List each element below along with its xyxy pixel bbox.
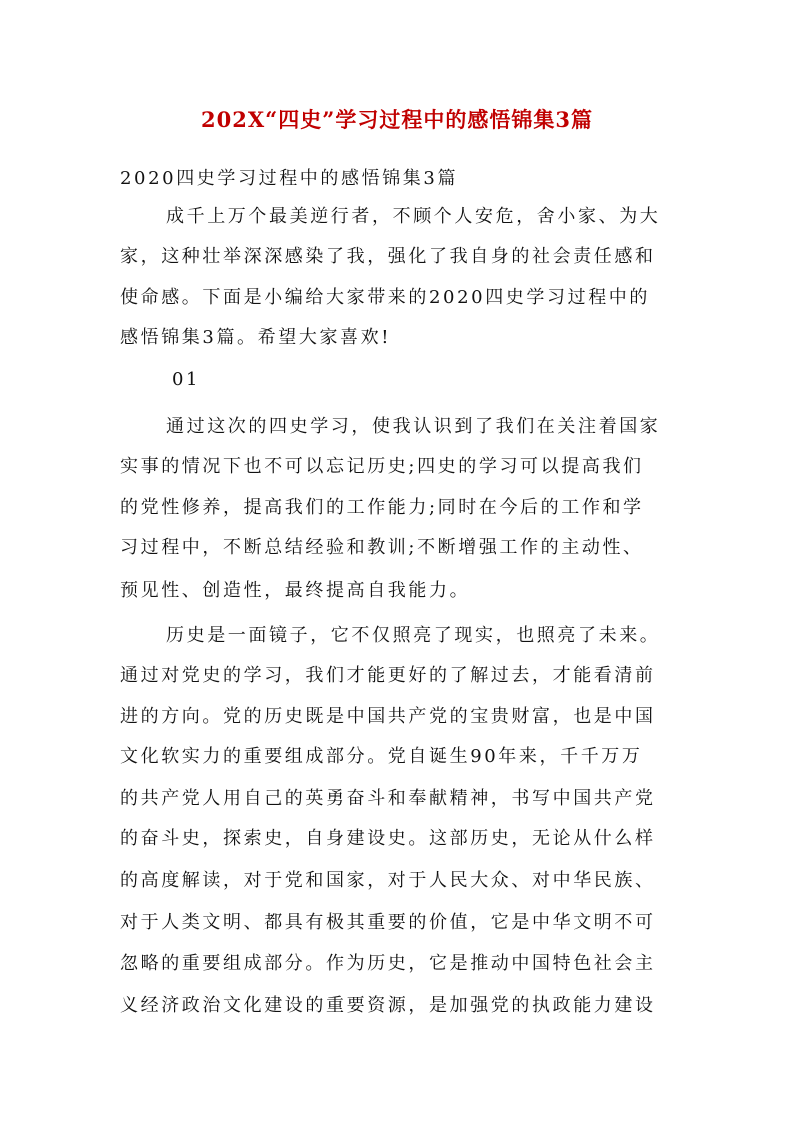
intro-line: 使命感。下面是小编给大家带来的2020四史学习过程中的 xyxy=(120,287,651,308)
paragraph-line: 文化软实力的重要组成部分。党自诞生90年来，千千万万 xyxy=(120,746,643,767)
paragraph-line: 实事的情况下也不可以忘记历史;四史的学习可以提高我们 xyxy=(120,456,644,477)
paragraph-line: 进的方向。党的历史既是中国共产党的宝贵财富，也是中国 xyxy=(120,706,656,727)
intro-line: 家，这种壮举深深感染了我，强化了我自身的社会责任感和 xyxy=(120,246,656,267)
paragraph-line: 通过这次的四史学习，使我认识到了我们在关注着国家 xyxy=(166,416,661,437)
section-number: 01 xyxy=(172,369,201,390)
document-title: 202X“四史”学习过程中的感悟锦集3篇 xyxy=(201,107,593,132)
paragraph-line: 的高度解读，对于党和国家，对于人民大众、对中华民族、 xyxy=(120,870,656,891)
intro-line: 感悟锦集3篇。希望大家喜欢! xyxy=(120,327,392,348)
paragraph-line: 义经济政治文化建设的重要资源，是加强党的执政能力建设 xyxy=(120,995,656,1016)
paragraph-line: 的共产党人用自己的英勇奋斗和奉献精神，书写中国共产党 xyxy=(120,788,656,809)
paragraph-line: 对于人类文明、都具有极其重要的价值，它是中华文明不可 xyxy=(120,912,656,933)
paragraph-line: 的奋斗史，探索史，自身建设史。这部历史，无论从什么样 xyxy=(120,828,656,849)
paragraph-line: 通过对党史的学习，我们才能更好的了解过去，才能看清前 xyxy=(120,665,656,686)
intro-line: 成千上万个最美逆行者，不顾个人安危，舍小家、为大 xyxy=(166,206,661,227)
paragraph-line: 习过程中，不断总结经验和教训;不断增强工作的主动性、 xyxy=(120,537,644,558)
document-subtitle: 2020四史学习过程中的感悟锦集3篇 xyxy=(120,168,459,189)
paragraph-line: 的党性修养，提高我们的工作能力;同时在今后的工作和学 xyxy=(120,497,644,518)
paragraph-line: 历史是一面镜子，它不仅照亮了现实，也照亮了未来。 xyxy=(166,625,661,646)
paragraph-line: 忽略的重要组成部分。作为历史，它是推动中国特色社会主 xyxy=(120,953,656,974)
paragraph-line: 预见性、创造性，最终提高自我能力。 xyxy=(120,580,471,601)
